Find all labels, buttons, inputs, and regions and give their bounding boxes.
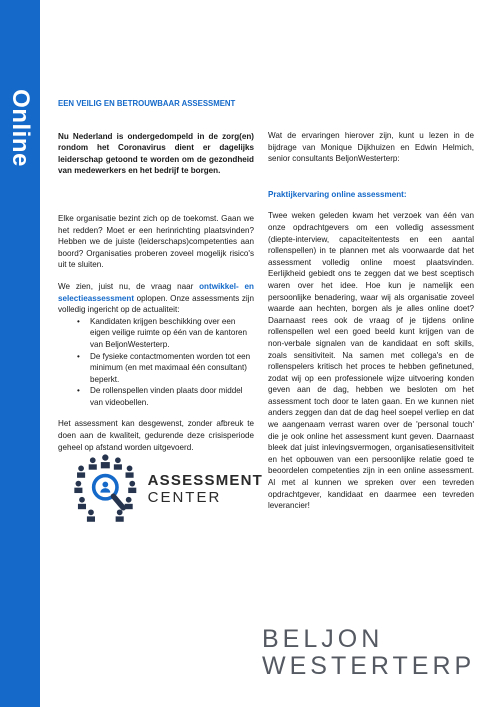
bullet-item: • De rollenspellen vinden plaats door middel van videobellen. bbox=[90, 385, 254, 408]
paragraph-2-post: oplopen. Onze assessments zijn volledig ingericht op de actualiteit: bbox=[58, 293, 254, 315]
bullet-item: • Kandidaten krijgen beschikking over een eigen veilige ruimte op één van de kantoren van BeljonWesterterp. bbox=[90, 316, 254, 351]
assessment-center-logo bbox=[73, 448, 263, 530]
paragraph-2-pre: We zien, juist nu, de vraag naar bbox=[58, 281, 200, 291]
assessment-center-text bbox=[148, 472, 263, 506]
right-column bbox=[268, 130, 474, 512]
paragraph-3: Het assessment kan desgewenst, zonder afbreuk te doen aan de kwaliteit, gedurende deze crisisperiode geheel op afstand worden uitgevoerd. bbox=[58, 419, 254, 452]
logo-line-1: ASSESSMENT bbox=[147, 472, 263, 489]
experience-body: Twee weken geleden kwam het verzoek van één van onze opdrachtgevers om een volledig assessment (diepte-interview, capaciteitentests en een aantal rollenspellen) in te plannen met als voorwaarde dat het assessment volledig online moest plaatsvinden. Eerlijkheid gebiedt ons te zeggen dat we best sceptisch waren over het idee. Hoe kun je namelijk een persoonlijke benadering, waar wij als organisatie zoveel waarde aan hechten, borgen als je alles online doet? Daarnaast rees ook de vraag of je tijdens online rollenspellen wel een goed beeld kunt krijgen van de non-verbale signalen van de kandidaat en soft skills, zoals sensitiviteit. Na samen met collega's en de rollenspelers kritisch het proces te hebben gefinetuned, zodat wij op een professionele wijze uitvoering konden geven aan de dag, hebben we besloten om het assessment toch door te laten gaan. En we kunnen niet anders zeggen dan dat de dag heel soepel verliep en dat we aangenaam verrast waren over de 'personal touch' die je ook online het assessment kunt geven. Daarnaast bleek dat juist inlevingsvermogen, organisatiesensitiviteit en het opbouwen van een persoonlijke relatie goed te beoordelen competenties zijn in een online assessment. Al met al kunnen we spreken over een tevreden opdrachtgever, kandidaat en daarmee een tevreden leverancier! bbox=[268, 211, 474, 511]
bullet-item: • De fysieke contactmomenten worden tot een minimum (en met maximaal één consultant) beperkt. bbox=[90, 351, 254, 386]
article-heading: EEN VEILIG EN BETROUWBAAR ASSESSMENT bbox=[58, 99, 236, 108]
right-intro: Wat de ervaringen hierover zijn, kunt u lezen in de bijdrage van Monique Dijkhuizen en Edwin Helmich, senior consultants BeljonWesterterp: bbox=[268, 131, 474, 164]
people-magnifier-icon bbox=[73, 449, 138, 529]
brand-line-1: BELJON bbox=[262, 625, 384, 653]
left-column bbox=[58, 98, 254, 453]
paragraph-2 bbox=[58, 281, 254, 316]
subheading: Praktijkervaring online assessment: bbox=[268, 189, 407, 199]
sidebar-band bbox=[0, 0, 40, 707]
bullet-list bbox=[58, 316, 254, 409]
brand-logo bbox=[262, 626, 482, 680]
logo-line-2: CENTER bbox=[147, 489, 222, 506]
paragraph-1: Elke organisatie bezint zich op de toekomst. Gaan we het redden? Moet er een herinrichting plaatsvinden? Hebben we de juiste (leiderschaps)competenties aan boord? Organisaties proberen zoveel mogelijk risico's uit te sluiten. bbox=[58, 213, 254, 270]
sidebar-title: Online bbox=[7, 89, 35, 167]
intro-paragraph: Nu Nederland is ondergedompeld in de zorg(en) rondom het Coronavirus dient er dagelijks leiderschap getoond te worden om de gezondheid van medewerkers en het bedrijf te borgen. bbox=[58, 131, 254, 176]
assessment-link[interactable]: ontwikkel- en selectieassessment bbox=[58, 281, 254, 303]
sidebar-title-wrap bbox=[0, 68, 40, 188]
brand-line-2: WESTERTERP bbox=[262, 652, 476, 680]
